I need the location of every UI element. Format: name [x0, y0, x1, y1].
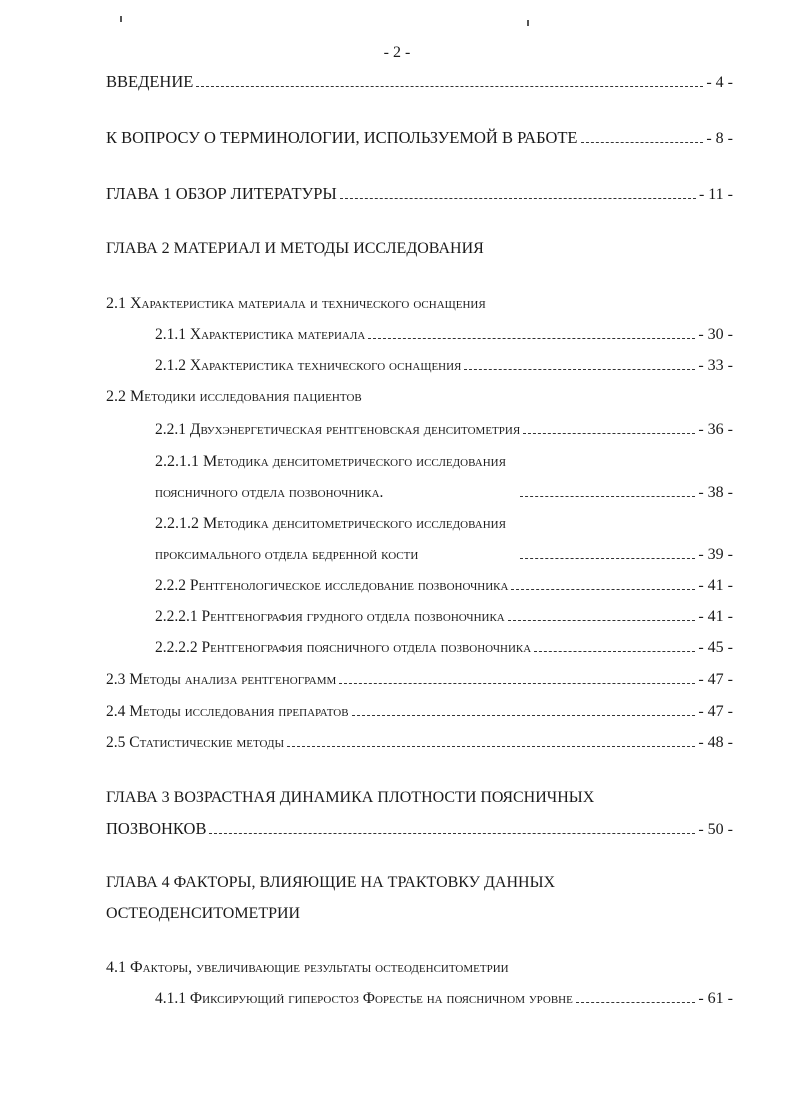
toc-leader: [520, 558, 695, 559]
page-number: - 2 -: [383, 44, 411, 61]
toc-title: проксимального отдела бедренной кости: [155, 546, 419, 563]
toc-entry-2-1-2[interactable]: [155, 356, 733, 376]
toc-page: - 11 -: [698, 186, 733, 203]
toc-leader: [464, 369, 695, 370]
toc-entry-2-2-2[interactable]: [155, 576, 733, 596]
toc-entry-chapter-3[interactable]: [106, 819, 733, 840]
toc-title: 2.2.1 Двухэнергетическая рентгеновская денситометрия: [155, 421, 521, 438]
toc-entry-2-2-1[interactable]: [155, 420, 733, 440]
toc-title: 2.4 Методы исследования препаратов: [106, 703, 349, 720]
toc-entry-2-5[interactable]: [106, 733, 733, 753]
toc-chapter-3-line1[interactable]: ГЛАВА 3 ВОЗРАСТНАЯ ДИНАМИКА ПЛОТНОСТИ ПОЯСНИЧНЫХ: [106, 789, 595, 806]
toc-page: - 33 -: [698, 357, 733, 374]
toc-leader: [339, 683, 695, 684]
toc-title: 2.2.2 Рентгенологическое исследование позвоночника: [155, 577, 509, 594]
toc-page: - 8 -: [706, 130, 733, 147]
scan-mark: [120, 16, 122, 22]
toc-entry-2-3[interactable]: [106, 670, 733, 690]
toc-page: - 41 -: [698, 608, 733, 625]
toc-entry-2-2-1-1-line1[interactable]: 2.2.1.1 Методика денситометрического исследования: [155, 453, 506, 470]
toc-leader: [352, 715, 696, 716]
toc-leader: [576, 1002, 696, 1003]
toc-leader: [534, 651, 695, 652]
toc-page: - 47 -: [698, 671, 733, 688]
toc-entry-2-1-1[interactable]: [155, 325, 733, 345]
toc-chapter-2-heading[interactable]: ГЛАВА 2 МАТЕРИАЛ И МЕТОДЫ ИССЛЕДОВАНИЯ: [106, 240, 484, 257]
toc-leader: [511, 589, 695, 590]
toc-leader: [340, 198, 696, 199]
toc-section-2-1[interactable]: 2.1 Характеристика материала и технического оснащения: [106, 295, 486, 312]
toc-chapter-4-line1[interactable]: ГЛАВА 4 ФАКТОРЫ, ВЛИЯЮЩИЕ НА ТРАКТОВКУ ДАННЫХ: [106, 874, 556, 891]
toc-entry-chapter-1[interactable]: [106, 184, 733, 205]
toc-leader: [523, 433, 695, 434]
toc-section-2-2[interactable]: 2.2 Методики исследования пациентов: [106, 388, 362, 405]
toc-title: 2.2.2.1 Рентгенография грудного отдела позвоночника: [155, 608, 505, 625]
toc-title: 2.5 Статистические методы: [106, 734, 285, 751]
toc-page: - 4 -: [706, 74, 733, 91]
toc-leader: [196, 86, 703, 87]
toc-title: ПОЗВОНКОВ: [106, 819, 207, 838]
toc-leader: [581, 142, 704, 143]
toc-section-4-1[interactable]: 4.1 Факторы, увеличивающие результаты остеоденситометрии: [106, 959, 509, 976]
toc-title: ВВЕДЕНИЕ: [106, 72, 194, 91]
toc-leader: [209, 833, 695, 834]
toc-entry-2-2-1-2-line1[interactable]: 2.2.1.2 Методика денситометрического исследования: [155, 515, 506, 532]
toc-page: - 47 -: [698, 703, 733, 720]
toc-page: - 38 -: [698, 484, 733, 501]
toc-title: 4.1.1 Фиксирующий гиперостоз Форестье на поясничном уровне: [155, 990, 573, 1007]
toc-page: - 36 -: [698, 421, 733, 438]
toc-entry-2-2-1-1[interactable]: [155, 483, 733, 503]
toc-title: 2.1.2 Характеристика технического оснащения: [155, 357, 462, 374]
toc-entry-intro[interactable]: [106, 72, 733, 93]
toc-title: 2.1.1 Характеристика материала: [155, 326, 366, 343]
toc-page: - 50 -: [698, 821, 733, 838]
toc-title: 2.3 Методы анализа рентгенограмм: [106, 671, 337, 688]
toc-entry-2-2-2-1[interactable]: [155, 607, 733, 627]
toc-entry-2-2-2-2[interactable]: [155, 638, 733, 658]
toc-page: - 30 -: [698, 326, 733, 343]
toc-title: ГЛАВА 1 ОБЗОР ЛИТЕРАТУРЫ: [106, 184, 337, 203]
toc-entry-2-2-1-2[interactable]: [155, 545, 733, 565]
toc-entry-terminology[interactable]: [106, 128, 733, 149]
toc-page: - 39 -: [698, 546, 733, 563]
toc-title: поясничного отдела позвоночника.: [155, 484, 384, 501]
toc-leader: [508, 620, 696, 621]
toc-title: К ВОПРОСУ О ТЕРМИНОЛОГИИ, ИСПОЛЬЗУЕМОЙ В РАБОТЕ: [106, 128, 578, 147]
toc-leader: [368, 338, 695, 339]
toc-page: - 41 -: [698, 577, 733, 594]
toc-leader: [520, 496, 695, 497]
toc-page: - 45 -: [698, 639, 733, 656]
toc-page: - 61 -: [698, 990, 733, 1007]
toc-chapter-4-line2[interactable]: ОСТЕОДЕНСИТОМЕТРИИ: [106, 905, 301, 922]
toc-entry-4-1-1[interactable]: [155, 989, 733, 1009]
toc-page: - 48 -: [698, 734, 733, 751]
toc-title: 2.2.2.2 Рентгенография поясничного отдела позвоночника: [155, 639, 532, 656]
scan-mark: [527, 20, 529, 26]
toc-entry-2-4[interactable]: [106, 702, 733, 722]
toc-leader: [287, 746, 695, 747]
